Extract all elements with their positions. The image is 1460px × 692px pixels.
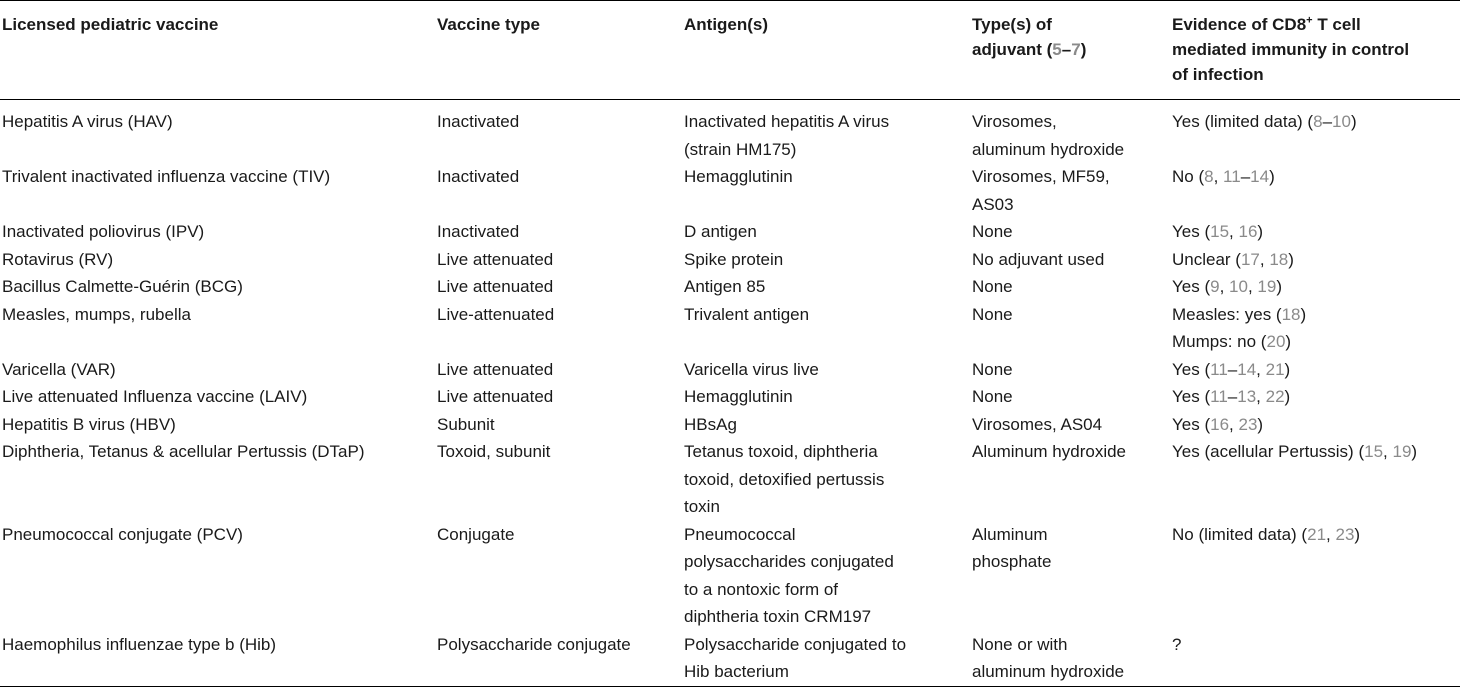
evidence-text: Unclear ( xyxy=(1172,249,1241,269)
header-adjuvant-text: adjuvant ( xyxy=(972,40,1053,59)
antigen-cell xyxy=(684,301,972,356)
evidence-text: ) xyxy=(1284,359,1291,379)
evidence-line xyxy=(1172,521,1460,549)
adjuvant-cell-line: None xyxy=(972,277,1013,296)
antigen-cell-line: toxoid, detoxified pertussis xyxy=(684,469,885,489)
adjuvant-cell xyxy=(972,218,1172,246)
vaccine-type-cell: Live attenuated xyxy=(437,249,554,269)
evidence-cell xyxy=(1172,218,1460,246)
vaccine-name-cell: Diphtheria, Tetanus & acellular Pertussis (DTaP) xyxy=(2,442,365,461)
adjuvant-cell-line: None xyxy=(972,304,1013,324)
evidence-text: ) xyxy=(1284,387,1291,406)
table-row xyxy=(0,100,1460,164)
citation-link[interactable]: 16 xyxy=(1210,414,1230,434)
citation-link[interactable]: 21 xyxy=(1265,359,1285,379)
adjuvant-cell xyxy=(972,383,1172,411)
evidence-cell xyxy=(1172,383,1460,411)
adjuvant-cell xyxy=(972,100,1172,164)
evidence-text: No ( xyxy=(1172,167,1205,186)
header-adjuvant-close: ) xyxy=(1080,40,1087,59)
evidence-text: , xyxy=(1229,222,1239,241)
antigen-cell xyxy=(684,383,972,411)
citation-link[interactable]: 11 xyxy=(1210,359,1228,379)
header-evidence-text2: T cell xyxy=(1312,15,1361,34)
evidence-line xyxy=(1172,301,1460,329)
citation-link[interactable]: 17 xyxy=(1240,249,1260,269)
evidence-text: ) xyxy=(1354,524,1361,544)
evidence-text: ) xyxy=(1257,222,1264,241)
evidence-line xyxy=(1172,356,1460,384)
table-row xyxy=(0,383,1460,411)
evidence-line xyxy=(1172,108,1460,136)
table-row xyxy=(0,273,1460,301)
antigen-cell-line: Hemagglutinin xyxy=(684,167,793,186)
citation-link[interactable]: 19 xyxy=(1392,442,1412,461)
table-row xyxy=(0,438,1460,521)
evidence-text: – xyxy=(1227,359,1238,379)
citation-link[interactable]: 16 xyxy=(1238,222,1258,241)
table-row xyxy=(0,246,1460,274)
vaccine-type-cell: Live attenuated xyxy=(437,277,554,296)
vaccine-name-cell: Varicella (VAR) xyxy=(2,359,116,379)
antigen-cell-line: polysaccharides conjugated xyxy=(684,552,894,571)
citation-link[interactable]: 15 xyxy=(1210,222,1230,241)
antigen-cell-line: Pneumococcal xyxy=(684,524,796,544)
table-row xyxy=(0,521,1460,631)
antigen-cell xyxy=(684,218,972,246)
adjuvant-cell xyxy=(972,273,1172,301)
adjuvant-cell-line: aluminum hydroxide xyxy=(972,662,1125,681)
antigen-cell xyxy=(684,246,972,274)
evidence-text: , xyxy=(1247,277,1258,296)
vaccine-name-cell: Hepatitis B virus (HBV) xyxy=(2,414,176,434)
evidence-line xyxy=(1172,273,1460,301)
evidence-text: , xyxy=(1213,167,1224,186)
citation-link[interactable]: 10 xyxy=(1332,112,1351,131)
citation-link[interactable]: 18 xyxy=(1269,249,1289,269)
evidence-text: – xyxy=(1227,387,1238,406)
evidence-text: , xyxy=(1229,414,1239,434)
evidence-text: Yes ( xyxy=(1172,359,1211,379)
evidence-text: ) xyxy=(1257,414,1264,434)
table-row xyxy=(0,163,1460,218)
citation-link[interactable]: 13 xyxy=(1237,387,1257,406)
citation-link[interactable]: 7 xyxy=(1071,40,1081,59)
header-evidence xyxy=(1172,1,1460,100)
adjuvant-cell xyxy=(972,246,1172,274)
adjuvant-cell xyxy=(972,521,1172,631)
citation-link[interactable]: 9 xyxy=(1210,277,1220,296)
antigen-cell xyxy=(684,100,972,164)
evidence-line xyxy=(1172,246,1460,274)
antigen-cell-line: HBsAg xyxy=(684,414,737,434)
evidence-text: No (limited data) ( xyxy=(1172,524,1308,544)
adjuvant-cell xyxy=(972,438,1172,521)
vaccine-name-cell: Live attenuated Influenza vaccine (LAIV) xyxy=(2,387,308,406)
vaccine-type-cell: Live attenuated xyxy=(437,387,554,406)
antigen-cell-line: Polysaccharide conjugated to xyxy=(684,634,907,654)
antigen-cell-line: Trivalent antigen xyxy=(684,304,810,324)
table-row xyxy=(0,411,1460,439)
antigen-cell xyxy=(684,356,972,384)
evidence-text: – xyxy=(1240,167,1251,186)
adjuvant-cell xyxy=(972,356,1172,384)
evidence-text: , xyxy=(1219,277,1230,296)
header-evidence-line1 xyxy=(1172,12,1460,37)
evidence-cell xyxy=(1172,438,1460,521)
citation-link[interactable]: 11 xyxy=(1210,387,1228,406)
citation-link[interactable]: 18 xyxy=(1281,304,1301,324)
evidence-text: Yes (acellular Pertussis) ( xyxy=(1172,442,1365,461)
evidence-text: ) xyxy=(1300,304,1307,324)
adjuvant-cell-line: AS03 xyxy=(972,194,1014,214)
citation-link[interactable]: 23 xyxy=(1238,414,1258,434)
adjuvant-cell-line: Aluminum xyxy=(972,524,1048,544)
adjuvant-cell-line: Aluminum hydroxide xyxy=(972,442,1127,461)
antigen-cell-line: Varicella virus live xyxy=(684,359,819,379)
adjuvant-cell-line: None xyxy=(972,359,1013,379)
vaccine-type-cell: Live-attenuated xyxy=(437,304,555,324)
vaccine-type-cell: Inactivated xyxy=(437,112,520,131)
antigen-cell-line: Tetanus toxoid, diphtheria xyxy=(684,442,878,461)
adjuvant-cell xyxy=(972,163,1172,218)
adjuvant-cell-line: aluminum hydroxide xyxy=(972,139,1125,159)
evidence-text: ) xyxy=(1288,249,1294,269)
adjuvant-cell-line: None xyxy=(972,387,1013,406)
adjuvant-cell xyxy=(972,301,1172,356)
evidence-text: ) xyxy=(1276,277,1283,296)
citation-link[interactable]: 14 xyxy=(1237,359,1257,379)
evidence-text: , xyxy=(1326,524,1336,544)
evidence-text: Yes (limited data) ( xyxy=(1172,112,1314,131)
evidence-line xyxy=(1172,631,1460,659)
evidence-cell xyxy=(1172,356,1460,384)
header-row xyxy=(0,1,1460,100)
evidence-cell xyxy=(1172,163,1460,218)
citation-link[interactable]: 22 xyxy=(1265,387,1285,406)
antigen-cell-line: (strain HM175) xyxy=(684,139,797,159)
vaccine-name-cell: Rotavirus (RV) xyxy=(2,249,114,269)
antigen-cell xyxy=(684,438,972,521)
table-body xyxy=(0,100,1460,687)
header-evidence-line3: of infection xyxy=(1172,65,1264,84)
vaccine-type-cell: Inactivated xyxy=(437,167,520,186)
vaccine-type-cell: Inactivated xyxy=(437,222,520,241)
header-evidence-text: Evidence of CD8 xyxy=(1172,15,1307,34)
antigen-cell-line: D antigen xyxy=(684,222,757,241)
citation-link[interactable]: 14 xyxy=(1250,167,1270,186)
evidence-text: Yes ( xyxy=(1172,277,1211,296)
evidence-cell xyxy=(1172,411,1460,439)
vaccine-name-cell: Bacillus Calmette-Guérin (BCG) xyxy=(2,277,243,296)
header-adjuvant-line2 xyxy=(972,37,1172,62)
adjuvant-cell-line: None xyxy=(972,222,1013,241)
table-header xyxy=(0,1,1460,100)
evidence-text: , xyxy=(1256,387,1266,406)
evidence-cell xyxy=(1172,301,1460,356)
evidence-text: ) xyxy=(1269,167,1275,186)
header-antigens: Antigen(s) xyxy=(684,1,972,100)
adjuvant-cell-line: None or with xyxy=(972,634,1068,654)
header-adjuvant xyxy=(972,1,1172,100)
evidence-line xyxy=(1172,383,1460,411)
evidence-line xyxy=(1172,411,1460,439)
evidence-text: ) xyxy=(1350,112,1357,131)
antigen-cell-line: diphtheria toxin CRM197 xyxy=(684,607,872,626)
citation-link[interactable]: 15 xyxy=(1364,442,1384,461)
evidence-line xyxy=(1172,163,1460,191)
vaccine-name-cell: Hepatitis A virus (HAV) xyxy=(2,112,173,131)
citation-link[interactable]: 5 xyxy=(1052,40,1062,59)
vaccine-name-cell: Trivalent inactivated influenza vaccine (TIV) xyxy=(2,167,331,186)
header-evidence-line2: mediated immunity in control xyxy=(1172,40,1410,59)
adjuvant-cell-line: phosphate xyxy=(972,552,1052,571)
table-row xyxy=(0,631,1460,687)
evidence-text: ) xyxy=(1411,442,1418,461)
citation-link[interactable]: 20 xyxy=(1266,332,1286,351)
evidence-text: ) xyxy=(1285,332,1292,351)
evidence-cell xyxy=(1172,521,1460,631)
table-row xyxy=(0,301,1460,356)
header-adjuvant-dash: – xyxy=(1061,40,1072,59)
antigen-cell-line: Hib bacterium xyxy=(684,662,789,681)
adjuvant-cell-line: Virosomes, AS04 xyxy=(972,414,1103,434)
evidence-text: Measles: yes ( xyxy=(1172,304,1282,324)
superscript-plus: + xyxy=(1306,14,1313,27)
antigen-cell xyxy=(684,273,972,301)
adjuvant-cell xyxy=(972,631,1172,687)
antigen-cell-line: toxin xyxy=(684,497,720,516)
vaccine-name-cell: Measles, mumps, rubella xyxy=(2,304,191,324)
table-row xyxy=(0,356,1460,384)
evidence-text: , xyxy=(1259,249,1270,269)
antigen-cell-line: to a nontoxic form of xyxy=(684,579,839,599)
antigen-cell-line: Inactivated hepatitis A virus xyxy=(684,112,890,131)
antigen-cell-line: Hemagglutinin xyxy=(684,387,793,406)
citation-link[interactable]: 19 xyxy=(1257,277,1277,296)
vaccine-type-cell: Conjugate xyxy=(437,524,515,544)
evidence-line xyxy=(1172,438,1460,466)
antigen-cell-line: Antigen 85 xyxy=(684,277,766,296)
citation-link[interactable]: 11 xyxy=(1223,167,1241,186)
vaccine-type-cell: Toxoid, subunit xyxy=(437,442,551,461)
table-row xyxy=(0,218,1460,246)
evidence-cell xyxy=(1172,100,1460,164)
adjuvant-cell-line: No adjuvant used xyxy=(972,249,1105,269)
vaccine-type-cell: Live attenuated xyxy=(437,359,554,379)
evidence-text: – xyxy=(1322,112,1333,131)
header-licensed-vaccine: Licensed pediatric vaccine xyxy=(0,1,437,100)
antigen-cell xyxy=(684,163,972,218)
evidence-line xyxy=(1172,328,1460,356)
citation-link[interactable]: 8 xyxy=(1313,112,1323,131)
adjuvant-cell xyxy=(972,411,1172,439)
evidence-cell xyxy=(1172,273,1460,301)
evidence-cell xyxy=(1172,246,1460,274)
citation-link[interactable]: 8 xyxy=(1204,167,1214,186)
antigen-cell-line: Spike protein xyxy=(684,249,784,269)
evidence-text: , xyxy=(1383,442,1393,461)
adjuvant-cell-line: Virosomes, xyxy=(972,112,1057,131)
antigen-cell xyxy=(684,521,972,631)
evidence-text: Mumps: no ( xyxy=(1172,332,1267,351)
vaccine-name-cell: Pneumococcal conjugate (PCV) xyxy=(2,524,243,544)
vaccine-type-cell: Polysaccharide conjugate xyxy=(437,631,684,687)
header-adjuvant-line1: Type(s) of xyxy=(972,15,1052,34)
evidence-text: Yes ( xyxy=(1172,387,1211,406)
adjuvant-cell-line: Virosomes, MF59, xyxy=(972,167,1110,186)
header-vaccine-type: Vaccine type xyxy=(437,1,684,100)
citation-link[interactable]: 21 xyxy=(1307,524,1327,544)
evidence-line xyxy=(1172,218,1460,246)
vaccine-name-cell: Inactivated poliovirus (IPV) xyxy=(2,222,205,241)
vaccine-name-cell: Haemophilus influenzae type b (Hib) xyxy=(0,631,437,687)
antigen-cell xyxy=(684,631,972,687)
evidence-text: , xyxy=(1256,359,1266,379)
evidence-cell xyxy=(1172,631,1460,687)
citation-link[interactable]: 23 xyxy=(1335,524,1355,544)
evidence-text: Yes ( xyxy=(1172,414,1211,434)
citation-link[interactable]: 10 xyxy=(1229,277,1248,296)
antigen-cell xyxy=(684,411,972,439)
evidence-text: ? xyxy=(1172,634,1182,654)
evidence-text: Yes ( xyxy=(1172,222,1211,241)
vaccine-type-cell: Subunit xyxy=(437,414,495,434)
